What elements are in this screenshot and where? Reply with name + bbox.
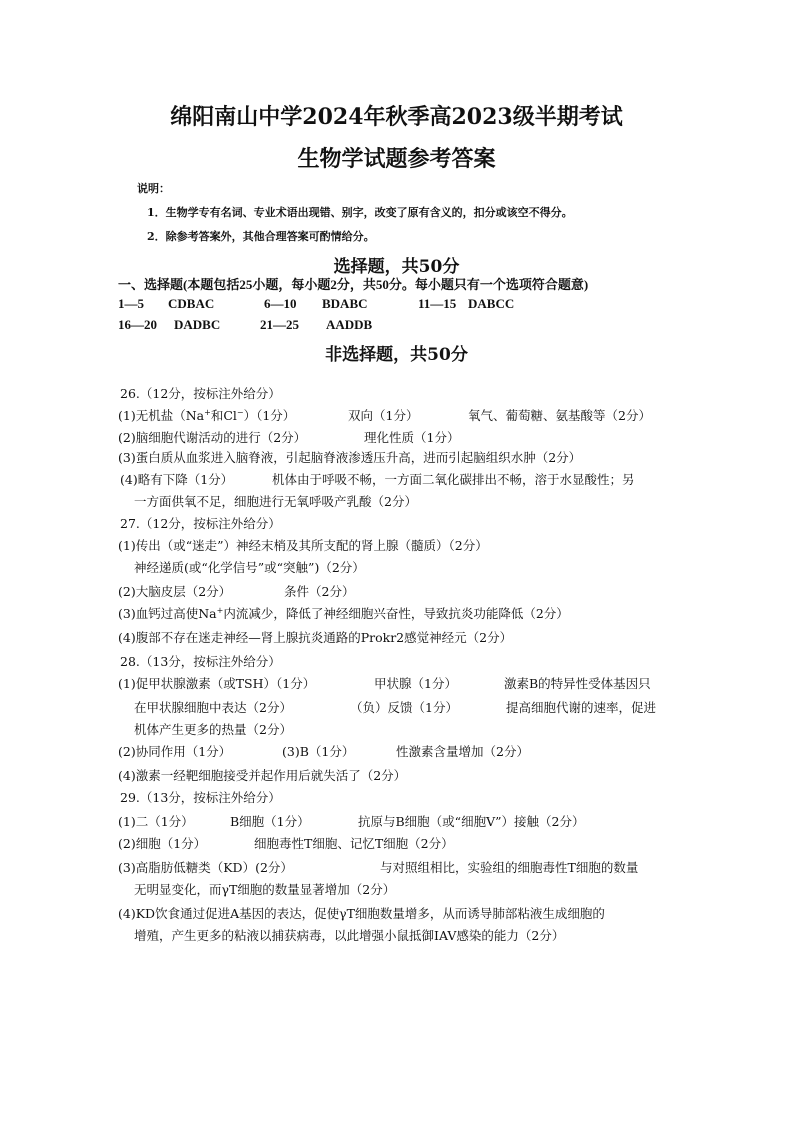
q26-part4c: 一方面供氧不足，细胞进行无氧呼吸产乳酸（2分） <box>134 494 417 509</box>
answer-key-2: BDABC <box>322 296 368 311</box>
q27-part4: (4)腹部不存在迷走神经—肾上腺抗炎通路的Prokr2感觉神经元（2分） <box>118 630 513 645</box>
q26-p1a-mid: 和Cl <box>210 408 237 423</box>
q27-part3 <box>118 604 569 622</box>
q29-part2a: (2)细胞（1分） <box>118 836 207 851</box>
q26-part1c: 氧气、葡萄糖、氨基酸等（2分） <box>468 408 651 423</box>
answer-key-1: CDBAC <box>168 296 215 311</box>
answer-range-1: 1—5 <box>118 296 144 311</box>
q27-p3-sup: + <box>216 605 224 615</box>
q28-part4: (4)激素一经靶细胞接受并起作用后就失活了（2分） <box>118 768 407 783</box>
answer-key-4: DADBC <box>174 317 221 332</box>
q26-part3: (3)蛋白质从血浆进入脑脊液，引起脑脊液渗透压升高，进而引起脑组织水肿（2分） <box>118 450 582 465</box>
q29-part2b: 细胞毒性T细胞、记忆T细胞（2分） <box>254 836 454 851</box>
choice-section-heading: 选择题，共50分 <box>333 257 460 277</box>
q27-p3-pre: (3)血钙过高使Na <box>118 606 217 621</box>
q27-part1a: (1)传出（或“迷走”）神经末梢及其所支配的肾上腺（髓质）（2分） <box>118 538 488 553</box>
q27-header: 27.（12分，按标注外给分） <box>120 516 281 531</box>
q28-part2b: (3)B（1分） <box>282 744 355 759</box>
q27-p3-post: 内流减少，降低了神经细胞兴奋性，导致抗炎功能降低（2分） <box>223 606 569 621</box>
q29-header: 29.（13分，按标注外给分） <box>120 790 281 805</box>
q26-part4a: (4)略有下降（1分） <box>120 472 234 487</box>
q29-part3b: 与对照组相比，实验组的细胞毒性T细胞的数量 <box>380 860 639 875</box>
answer-range-3: 11—15 <box>418 296 457 311</box>
q26-p1a-pre: (1)无机盐（Na <box>118 408 205 423</box>
q27-part1b: 神经递质(或“化学信号”或“突触”)（2分） <box>134 560 365 575</box>
q28-part1b: 甲状腺（1分） <box>374 676 457 691</box>
note-item-1: 1．生物学专有名词、专业术语出现错、别字，改变了原有含义的，扣分或该空不得分。 <box>147 206 573 219</box>
answer-key-3: DABCC <box>468 296 515 311</box>
q26-p1a-post: ）（1分） <box>243 408 296 423</box>
q28-part1e: （负）反馈（1分） <box>350 700 458 715</box>
q28-part1c: 激素B的特异性受体基因只 <box>504 676 651 691</box>
q28-part1a: (1)促甲状腺激素（或TSH）（1分） <box>118 676 316 691</box>
q26-part1b: 双向（1分） <box>348 408 419 423</box>
answer-range-2: 6—10 <box>264 296 297 311</box>
q26-part2b: 理化性质（1分） <box>364 430 460 445</box>
q29-part1a: (1)二（1分） <box>118 814 194 829</box>
q26-p1a-sup2: − <box>236 407 244 417</box>
note-item-2: 2．除参考答案外，其他合理答案可酌情给分。 <box>147 230 375 243</box>
page-subtitle: 生物学试题参考答案 <box>297 146 496 172</box>
q26-header: 26.（12分，按标注外给分） <box>120 386 281 401</box>
q28-part2a: (2)协同作用（1分） <box>118 744 232 759</box>
choice-intro: 一、选择题(本题包括25小题，每小题2分，共50分。每小题只有一个选项符合题意) <box>118 277 589 292</box>
q28-part2c: 性激素含量增加（2分） <box>396 744 529 759</box>
q28-part1f: 提高细胞代谢的速率，促进 <box>506 700 657 715</box>
q26-p1a-sup1: + <box>204 407 211 417</box>
page-title: 绵阳南山中学2024年秋季高2023级半期考试 <box>170 104 623 130</box>
q29-part1b: B细胞（1分） <box>230 814 310 829</box>
q28-header: 28.（13分，按标注外给分） <box>120 654 281 669</box>
q26-part1a <box>118 406 295 424</box>
q29-part3a: (3)高脂肪低糖类（KD）(2分） <box>118 860 293 875</box>
q29-part4b: 增殖，产生更多的粘液以捕获病毒，以此增强小鼠抵御IAV感染的能力（2分） <box>134 928 565 943</box>
answer-range-5: 21—25 <box>260 317 299 332</box>
q29-part4a: (4)KD饮食通过促进A基因的表达，促使γT细胞数量增多，从而诱导肺部粘液生成细胞的 <box>118 906 605 921</box>
q26-part4b: 机体由于呼吸不畅，一方面二氧化碳排出不畅，溶于水显酸性；另 <box>272 472 635 487</box>
answer-key-5: AADDB <box>326 317 373 332</box>
q26-part2a: (2)脑细胞代谢活动的进行（2分） <box>118 430 307 445</box>
q29-part1c: 抗原与B细胞（或“细胞Ⅴ”）接触（2分） <box>358 814 585 829</box>
notes-heading: 说明： <box>137 182 170 195</box>
q27-part2a: (2)大脑皮层（2分） <box>118 584 232 599</box>
q29-part3c: 无明显变化，而γT细胞的数量显著增加（2分） <box>134 882 396 897</box>
nonchoice-section-heading: 非选择题，共50分 <box>325 345 468 365</box>
q28-part1d: 在甲状腺细胞中表达（2分） <box>134 700 292 715</box>
q27-part2b: 条件（2分） <box>284 584 355 599</box>
q28-part1g: 机体产生更多的热量（2分） <box>134 722 292 737</box>
answer-range-4: 16—20 <box>118 317 157 332</box>
